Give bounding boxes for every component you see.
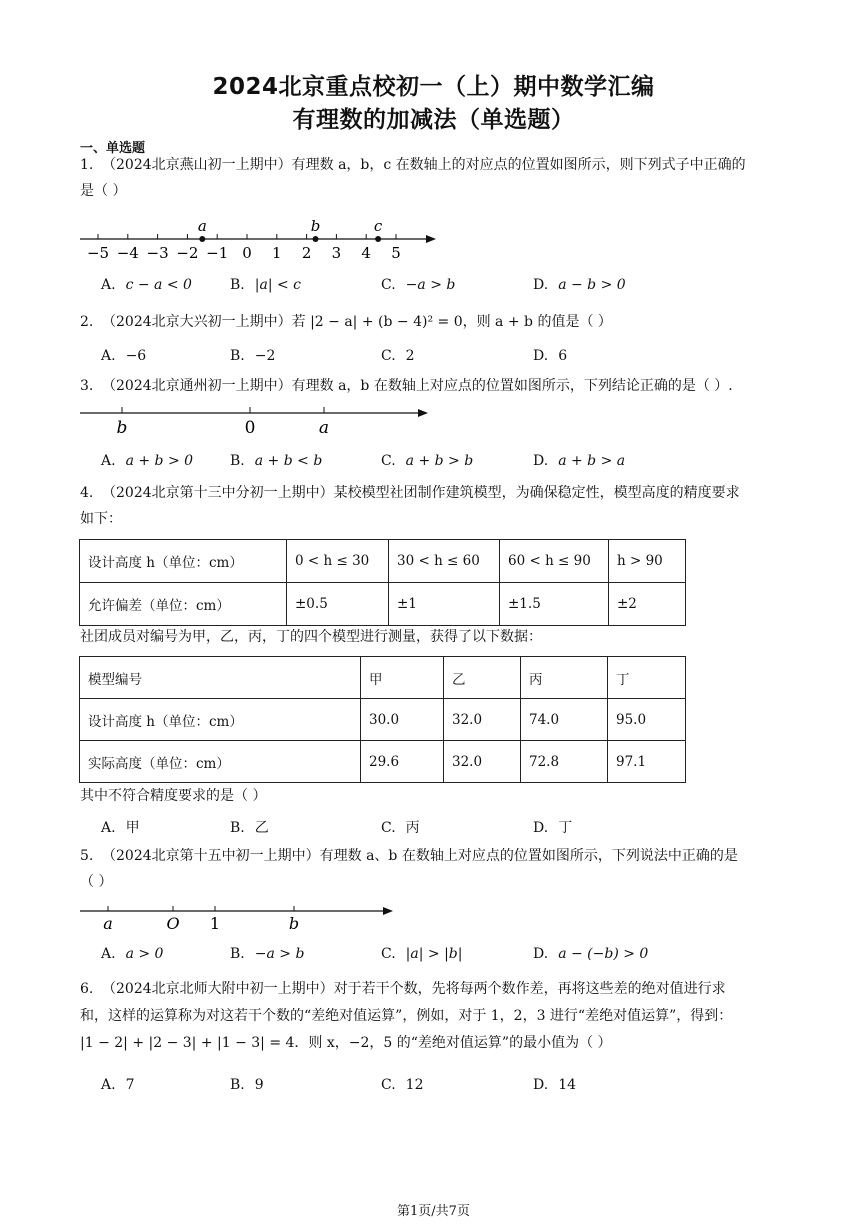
option-d[interactable] [533, 277, 626, 293]
option-text: 丙 [405, 820, 420, 836]
table-cell: 乙 [444, 657, 521, 699]
question-text-cont: 和，这样的运算称为对这若干个数的“差绝对值运算”，例如，对于 1，2，3 进行“差绝对值运算”，得到： [80, 1008, 733, 1024]
question-text: （2024北京通州初一上期中）有理数 a，b 在数轴上对应点的位置如图所示，下列结论正确的是（ ）. [102, 378, 733, 394]
table-cell: 30 < h ≤ 60 [389, 540, 500, 583]
option-text: −a > b [254, 946, 305, 962]
option-text: a + b > 0 [125, 453, 194, 469]
option-label: C. [381, 1077, 396, 1093]
options-q5 [101, 946, 801, 966]
label-one: 1 [209, 914, 221, 933]
option-text: −6 [125, 348, 147, 364]
options-q3 [101, 453, 801, 473]
tick-label: 0 [242, 244, 252, 262]
label-a: a [103, 914, 113, 933]
option-c[interactable] [381, 946, 462, 962]
option-text: 乙 [254, 820, 269, 836]
question-text: （2024北京第十三中分初一上期中）某校模型社团制作建筑模型，为确保稳定性，模型高度的精度要求 [102, 485, 740, 501]
question-1 [80, 152, 790, 204]
point-label-c: c [373, 217, 383, 235]
question-text-cont: （ ） [80, 874, 113, 890]
label-b: b [116, 418, 128, 438]
document-title: 2024北京重点校初一（上）期中数学汇编 [212, 74, 655, 100]
option-c[interactable] [381, 1077, 424, 1093]
option-b[interactable] [230, 817, 269, 837]
question-4-mid-text: 社团成员对编号为甲，乙，丙，丁的四个模型进行测量，获得了以下数据： [80, 629, 542, 645]
option-d[interactable] [533, 348, 567, 364]
table-cell: 60 < h ≤ 90 [500, 540, 609, 583]
option-text: a − b > 0 [558, 277, 626, 293]
option-label: B. [230, 277, 245, 293]
tick-label: 3 [331, 244, 342, 262]
question-6 [80, 976, 790, 1057]
table-row [80, 657, 686, 699]
option-text: 7 [125, 1077, 135, 1093]
table-cell: ±2 [609, 583, 686, 626]
table-cell: h > 90 [609, 540, 686, 583]
option-a[interactable] [101, 453, 193, 469]
table-cell: 30.0 [361, 699, 444, 741]
point-label-a: a [197, 217, 207, 235]
option-text: a + b < b [254, 453, 323, 469]
table-row [80, 540, 686, 583]
option-label: B. [230, 348, 245, 364]
option-text: 14 [558, 1077, 577, 1093]
page-footer: 第1页/共7页 [397, 1204, 470, 1219]
option-label: A. [101, 277, 116, 293]
option-d[interactable] [533, 453, 625, 469]
measurement-table [79, 656, 686, 783]
option-text: −2 [254, 348, 276, 364]
question-number: 1. [80, 157, 94, 173]
option-a[interactable] [101, 1077, 134, 1093]
option-label: D. [533, 453, 549, 469]
option-text: 9 [254, 1077, 264, 1093]
option-a[interactable] [101, 277, 192, 293]
option-label: D. [533, 820, 549, 836]
option-text: 2 [405, 348, 415, 364]
section-heading: 一、单选题 [80, 141, 146, 156]
table-cell: 29.6 [361, 741, 444, 783]
question-text-cont: |1 − 2| + |2 − 3| + |1 − 3| = 4．则 x，−2，5 的“差绝对值运算”的最小值为（ ） [80, 1035, 612, 1051]
tick-label: 1 [272, 244, 282, 262]
question-number: 3. [80, 378, 94, 394]
option-label: A. [101, 453, 116, 469]
point-b [313, 236, 319, 242]
precision-table [79, 539, 686, 626]
table-cell: 允许偏差（单位：cm） [80, 583, 287, 626]
table-cell: ±1.5 [500, 583, 609, 626]
point-label-b: b [310, 217, 321, 235]
label-origin: O [166, 914, 180, 933]
option-label: A. [101, 348, 116, 364]
option-b[interactable] [230, 277, 301, 293]
option-a[interactable] [101, 817, 140, 837]
option-b[interactable] [230, 348, 275, 364]
tick-label: −4 [116, 244, 139, 262]
option-label: B. [230, 820, 245, 836]
tick-label: 2 [301, 244, 312, 262]
table-cell: 设计高度 h（单位：cm） [80, 540, 287, 583]
label-b: b [288, 914, 300, 933]
table-row [80, 741, 686, 783]
question-2 [80, 309, 790, 335]
number-line-q5 [78, 900, 408, 936]
table-cell: 丙 [521, 657, 608, 699]
option-text: a − (−b) > 0 [558, 946, 649, 962]
option-b[interactable] [230, 453, 322, 469]
option-b[interactable] [230, 946, 304, 962]
option-label: C. [381, 946, 396, 962]
option-label: B. [230, 946, 245, 962]
option-d[interactable] [533, 946, 648, 962]
option-label: A. [101, 1077, 116, 1093]
option-label: C. [381, 277, 396, 293]
table-cell: 95.0 [608, 699, 686, 741]
option-label: A. [101, 946, 116, 962]
options-q2 [101, 348, 801, 368]
question-number: 6. [80, 981, 94, 997]
option-label: D. [533, 946, 549, 962]
question-text-cont: 是（ ） [80, 183, 127, 199]
table-cell: ±0.5 [287, 583, 389, 626]
question-4-tail: 其中不符合精度要求的是（ ） [80, 788, 267, 804]
option-label: C. [381, 348, 396, 364]
option-label: B. [230, 453, 245, 469]
option-a[interactable] [101, 348, 146, 364]
table-row [80, 699, 686, 741]
option-text: |a| > |b| [405, 946, 463, 962]
question-3 [80, 373, 790, 399]
table-cell: 32.0 [444, 741, 521, 783]
option-text: a + b > b [405, 453, 474, 469]
table-cell: 甲 [361, 657, 444, 699]
option-text: 12 [405, 1077, 424, 1093]
table-cell: 丁 [608, 657, 686, 699]
option-c[interactable] [381, 277, 455, 293]
question-text-cont: 如下： [80, 511, 122, 527]
question-text: （2024北京第十五中初一上期中）有理数 a、b 在数轴上对应点的位置如图所示，下列说法中正确的是 [102, 848, 738, 864]
question-text: （2024北京北师大附中初一上期中）对于若干个数，先将每两个数作差，再将这些差的绝对值进行求 [102, 981, 726, 997]
options-q6 [101, 1077, 801, 1097]
table-row [80, 583, 686, 626]
axis-arrow [383, 907, 393, 915]
option-label: C. [381, 820, 396, 836]
option-c[interactable] [381, 817, 420, 837]
tick-label: 5 [391, 244, 401, 262]
options-q1 [101, 277, 801, 297]
point-a [199, 236, 205, 242]
question-text: （2024北京大兴初一上期中）若 |2 − a| + (b − 4)² = 0，则 a + b 的值是（ ） [102, 314, 612, 330]
table-cell: 74.0 [521, 699, 608, 741]
table-cell: 设计高度 h（单位：cm） [80, 699, 361, 741]
option-a[interactable] [101, 946, 163, 962]
number-line-q1 [78, 214, 443, 262]
table-cell: ±1 [389, 583, 500, 626]
tick-label: −5 [86, 244, 110, 262]
option-label: D. [533, 1077, 549, 1093]
option-text: a > 0 [125, 946, 164, 962]
table-cell: 模型编号 [80, 657, 361, 699]
option-c[interactable] [381, 348, 415, 364]
axis-arrow [418, 409, 428, 417]
question-number: 5. [80, 848, 94, 864]
option-text: −a > b [405, 277, 456, 293]
option-label: C. [381, 453, 396, 469]
option-text: |a| < c [254, 277, 302, 293]
label-zero: 0 [244, 418, 256, 438]
question-4 [80, 480, 790, 532]
question-5 [80, 843, 790, 895]
option-c[interactable] [381, 453, 473, 469]
table-cell: 72.8 [521, 741, 608, 783]
option-label: D. [533, 277, 549, 293]
point-c [375, 236, 381, 242]
option-label: A. [101, 820, 116, 836]
question-number: 4. [80, 485, 94, 501]
option-text: a + b > a [558, 453, 626, 469]
option-d[interactable] [533, 1077, 576, 1093]
tick-label: 4 [361, 244, 371, 262]
option-text: 6 [558, 348, 568, 364]
table-cell: 0 < h ≤ 30 [287, 540, 389, 583]
option-b[interactable] [230, 1077, 264, 1093]
option-text: 丁 [558, 820, 573, 836]
axis-arrow [426, 235, 436, 243]
document-subtitle: 有理数的加减法（单选题） [292, 107, 575, 133]
option-text: 甲 [125, 820, 140, 836]
number-line-q3 [78, 402, 438, 442]
table-cell: 实际高度（单位：cm） [80, 741, 361, 783]
tick-label: −3 [146, 244, 169, 262]
label-a: a [318, 418, 330, 438]
option-d[interactable] [533, 817, 572, 837]
table-cell: 32.0 [444, 699, 521, 741]
question-text: （2024北京燕山初一上期中）有理数 a，b，c 在数轴上的对应点的位置如图所示，则下列式子中正确的 [102, 157, 746, 173]
option-label: D. [533, 348, 549, 364]
options-q4 [101, 817, 801, 837]
table-cell: 97.1 [608, 741, 686, 783]
tick-label: −1 [206, 244, 229, 262]
option-label: B. [230, 1077, 245, 1093]
tick-label: −2 [176, 244, 199, 262]
option-text: c − a < 0 [125, 277, 192, 293]
question-number: 2. [80, 314, 94, 330]
